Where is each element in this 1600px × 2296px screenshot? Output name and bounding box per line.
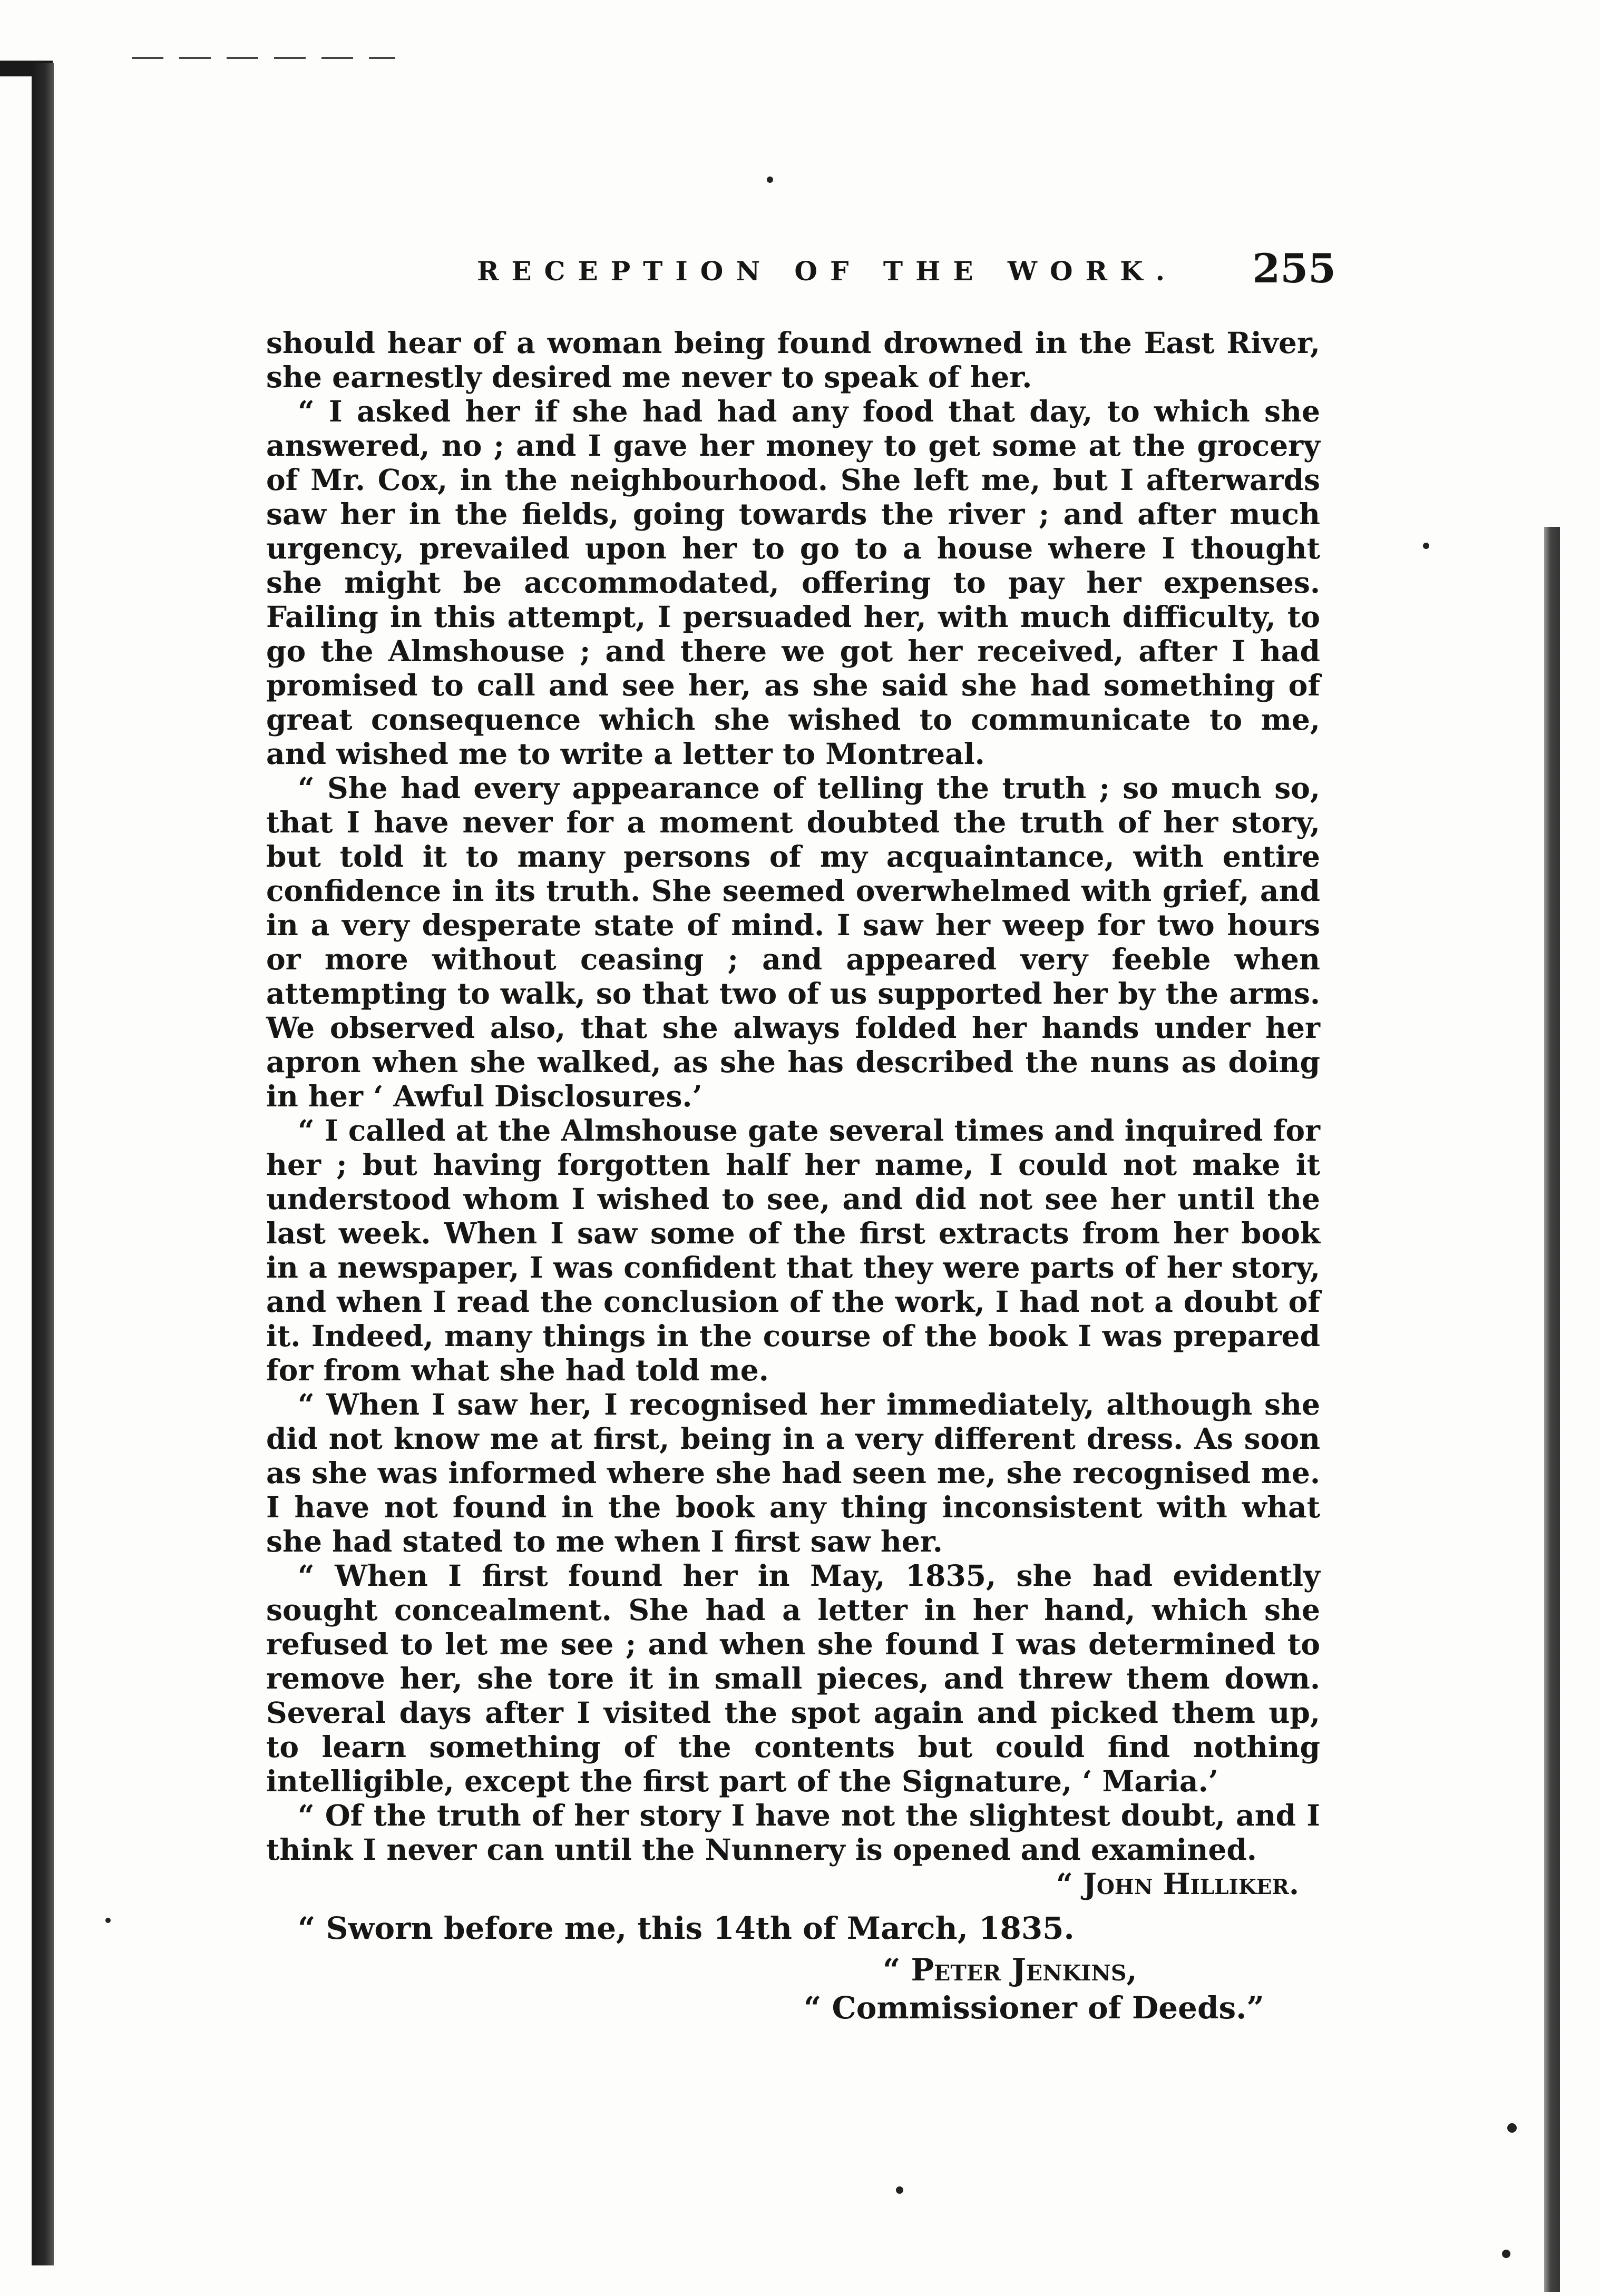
scan-speck: [1507, 2123, 1517, 2133]
paragraph-6: “ When I first found her in May, 1835, she had evidently sought concealment. She had a letter in her hand, which she refused to let me see ; and when she found I was determined to remove her, she tore it in small pieces, and threw them down. Several days after I visited the spot again and picked them up, to learn something of the contents but could find nothing intelligible, except the first part of the Signature, ‘ Maria.’: [266, 1558, 1320, 1798]
commissioner-title: “ Commissioner of Deeds.”: [804, 1990, 1264, 2026]
page-number: 255: [1252, 245, 1336, 292]
paragraph-7: “ Of the truth of her story I have not the slightest doubt, and I think I never can until the Nunnery is opened and examined.: [266, 1798, 1320, 1867]
paragraph-4: “ I called at the Almshouse gate several times and inquired for her ; but having forgotten half her name, I could not make it understood whom I wished to see, and did not see her until the last week. When I saw some of the first extracts from her book in a newspaper, I was confident that they were parts of her story, and when I read the conclusion of the work, I had not a doubt of it. Indeed, many things in the course of the book I was prepared for from what she had told me.: [266, 1113, 1320, 1387]
page-body: [266, 326, 1320, 2027]
commissioner-signature: [804, 1951, 1320, 2027]
signature: “ John Hilliker.: [1056, 1867, 1299, 1901]
paragraph-3: “ She had every appearance of telling the truth ; so much so, that I have never for a moment doubted the truth of her story, but told it to many persons of my acquaintance, with entire confidence in its truth. She seemed overwhelmed with grief, and in a very desperate state of mind. I saw her weep for two hours or more without ceasing ; and appeared very feeble when attempting to walk, so that two of us supported her by the arms. We observed also, that she always folded her hands under her apron when she walked, as she has described the nuns as doing in her ‘ Awful Disclosures.’: [266, 771, 1320, 1113]
scan-edge-left: [32, 63, 54, 2265]
scan-speck: [1502, 2250, 1510, 2258]
scan-edge-right: [1544, 527, 1560, 2292]
commissioner-name: “ Peter Jenkins,: [883, 1952, 1137, 1988]
paragraph-5: “ When I saw her, I recognised her immediately, although she did not know me at first, being in a very different dress. As soon as she was informed where she had seen me, she recognised me. I have not found in the book any thing inconsistent with what she had stated to me when I first saw her.: [266, 1387, 1320, 1558]
running-head: RECEPTION OF THE WORK.: [477, 256, 1177, 287]
scan-speck: [896, 2186, 903, 2194]
scan-speck: [1423, 543, 1429, 549]
page-header: [266, 240, 1336, 298]
paragraph-2: “ I asked her if she had had any food that day, to which she answered, no ; and I gave her money to get some at the grocery of Mr. Cox, in the neighbourhood. She left me, but I afterwards saw her in the fields, going towards the river ; and after much urgency, prevailed upon her to go to a house where I thought she might be accommodated, offering to pay her expenses. Failing in this attempt, I persuaded her, with much difficulty, to go the Almshouse ; and there we got her received, after I had promised to call and see her, as she said she had something of great consequence which she wished to communicate to me, and wished me to write a letter to Montreal.: [266, 394, 1320, 771]
paragraph-1: should hear of a woman being found drowned in the East River, she earnestly desired me never to speak of her.: [266, 326, 1320, 394]
scan-top-rule: [132, 57, 395, 59]
scan-speck: [105, 1918, 111, 1923]
sworn-statement: “ Sworn before me, this 14th of March, 1835.: [298, 1910, 1075, 1946]
scan-speck: [767, 176, 773, 183]
